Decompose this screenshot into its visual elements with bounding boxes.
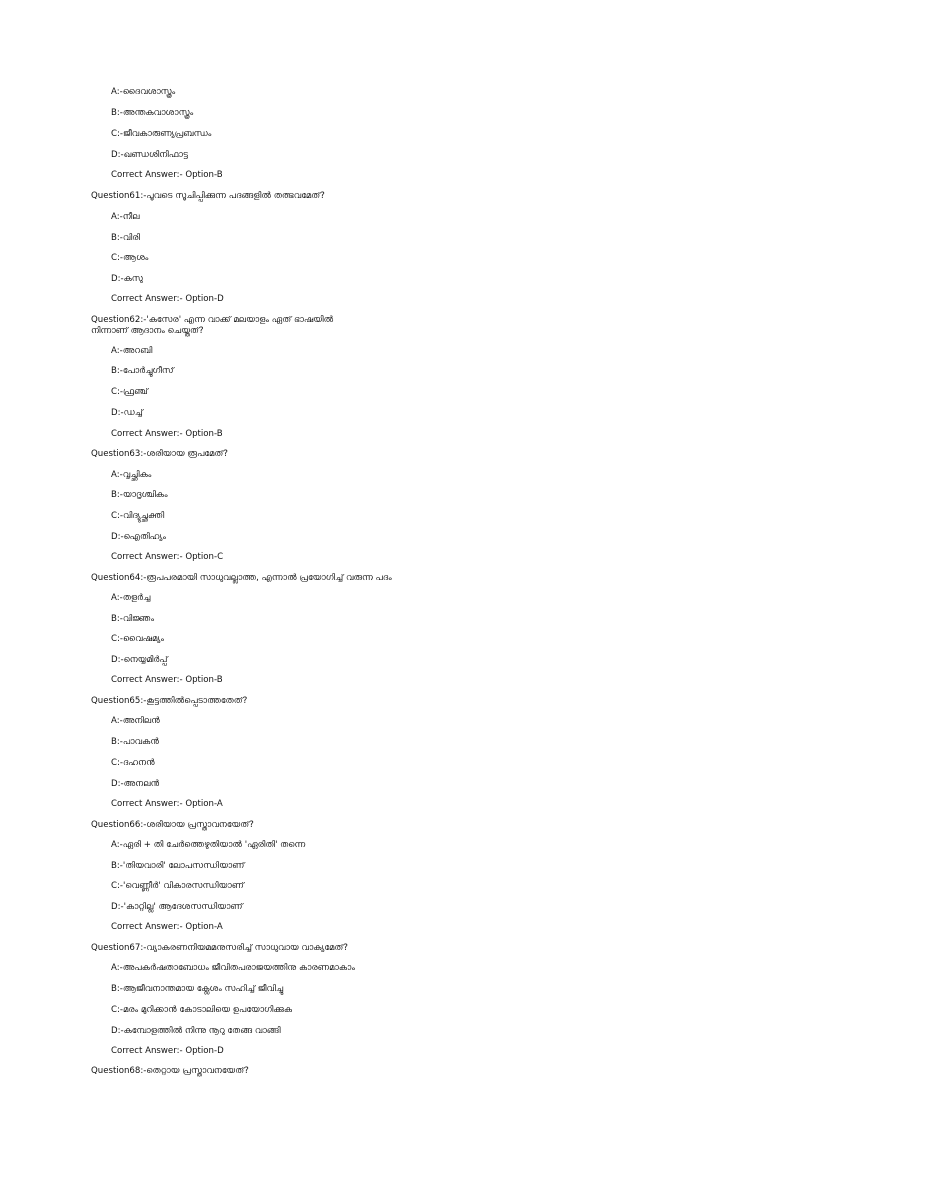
- option-text: B:-വിരി: [111, 233, 140, 243]
- correct-answer: Correct Answer:- Option-A: [111, 922, 223, 932]
- option-text: A:-അപകർഷതാബോധം ജീവിതപരാജയത്തിനു കാരണമാകാം: [111, 963, 355, 973]
- option-text: B:-പോർച്ചുഗീസ്: [111, 366, 174, 376]
- option-text: C:-ജീവകാരുണ്യപ്രബന്ധം: [111, 129, 212, 139]
- option-text: D:-ഖണ്ഡശിനിഫാട്ട: [111, 150, 188, 160]
- option-text: C:-'വെണ്ണീർ' വികാരസന്ധിയാണ്: [111, 881, 244, 891]
- option-text: D:-അനലൻ: [111, 779, 160, 789]
- question-text: Question63:-ശരിയായ രൂപമേത്?: [91, 449, 228, 459]
- option-text: A:-വൃച്ഛികം: [111, 470, 152, 480]
- option-text: D:-'കാറ്റില്ല' ആദേശസന്ധിയാണ്: [111, 902, 243, 912]
- option-text: C:-ഫ്രഞ്ച്: [111, 387, 148, 397]
- option-text: D:-ഡച്ച്: [111, 408, 143, 418]
- option-text: B:-അന്തകവാശാസ്ത്രം: [111, 108, 194, 118]
- option-text: A:-നീല: [111, 212, 140, 222]
- question-text: Question67:-വ്യാകരണനിയമമനുസരിച്ച് സാധുവായ വാക്യമേത്?: [91, 943, 348, 953]
- option-text: C:-ആശം: [111, 253, 149, 263]
- option-text: A:-ഏരി + തി ചേർത്തെഴുതിയാൽ 'ഏരിതി' തന്നെ: [111, 840, 306, 850]
- option-text: B:-'തിയവാരി' ലോപസന്ധിയാണ്: [111, 861, 245, 871]
- correct-answer: Correct Answer:- Option-D: [111, 1046, 224, 1056]
- option-text: A:-അനിലൻ: [111, 716, 160, 726]
- option-text: A:-തളർച്ച: [111, 593, 151, 603]
- option-text: D:-ഐതിഹ്യം: [111, 532, 167, 542]
- correct-answer: Correct Answer:- Option-A: [111, 799, 223, 809]
- option-text: C:-ദഹനൻ: [111, 758, 155, 768]
- option-text: B:-ആജീവനാന്തമായ ക്ലേശം സഹിച്ച് ജീവിച്ചു: [111, 984, 284, 994]
- option-text: B:-വിജ്ഞം: [111, 614, 155, 624]
- question-text: Question65:-കൂട്ടത്തിൽപ്പെടാത്തതേത്?: [91, 696, 248, 706]
- question-text: Question61:-പൂവടെ സൂചിപ്പിക്കുന്ന പദങ്ങളിൽ തത്ഭവമേത്?: [91, 191, 325, 201]
- option-text: A:-ദൈവശാസ്ത്രം: [111, 87, 176, 97]
- correct-answer: Correct Answer:- Option-B: [111, 170, 223, 180]
- option-text: D:-കസു: [111, 274, 143, 284]
- question-text: Question68:-തെറ്റായ പ്രസ്താവനയേത്?: [91, 1066, 249, 1076]
- option-text: B:-പാവകൻ: [111, 737, 159, 747]
- correct-answer: Correct Answer:- Option-D: [111, 294, 224, 304]
- option-text: A:-അറബി: [111, 346, 153, 356]
- option-text: B:-യാദൃശ്ചികം: [111, 490, 168, 500]
- option-text: C:-വിദ്യുച്ഛക്തി: [111, 511, 165, 521]
- correct-answer: Correct Answer:- Option-C: [111, 552, 224, 562]
- option-text: C:-മരം മുറിക്കാൻ കോടാലിയെ ഉപയോഗിക്കുക: [111, 1005, 293, 1015]
- question-text: Question66:-ശരിയായ പ്രസ്താവനയേത്?: [91, 820, 254, 830]
- correct-answer: Correct Answer:- Option-B: [111, 675, 223, 685]
- question-text: Question62:-'കസേര' എന്ന വാക്ക് മലയാളം ഏത് ഭാഷയിൽ നിന്നാണ് ആദാനം ചെയ്തത്?: [91, 315, 334, 336]
- correct-answer: Correct Answer:- Option-B: [111, 429, 223, 439]
- option-text: D:-കമ്പോളത്തിൽ നിന്നു നൂറു തേങ്ങ വാങ്ങി: [111, 1026, 281, 1036]
- option-text: D:-നെയ്യമിർപ്പ്: [111, 655, 168, 665]
- option-text: C:-വൈഷമ്യം: [111, 634, 164, 644]
- question-text: Question64:-രൂപപരമായി സാധുവല്ലാത്ത, എന്നാൽ പ്രയോഗിച്ച് വരുന്ന പദം: [91, 573, 392, 583]
